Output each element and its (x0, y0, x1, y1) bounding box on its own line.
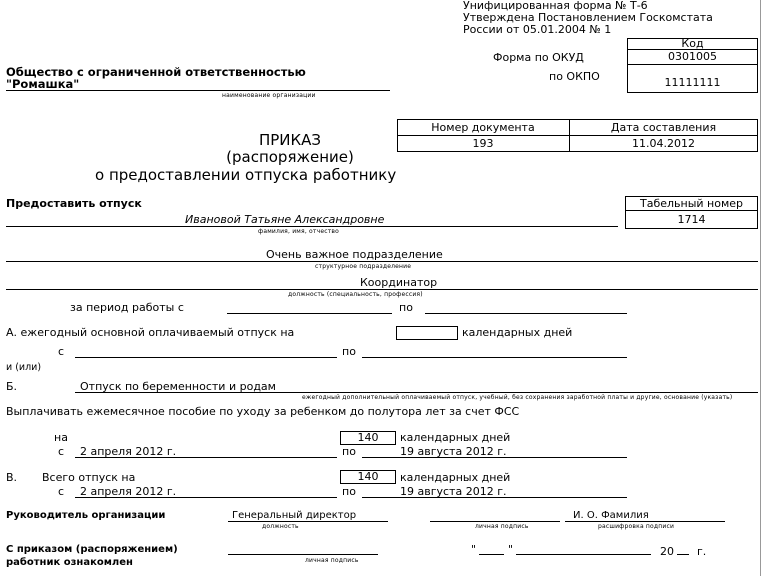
benefit-text: Выплачивать ежемесячное пособие по уходу за ребенком до полутора лет за счет ФСС (6, 405, 520, 418)
employee-full-name: Ивановой Татьяне Александровне (185, 213, 385, 226)
section-b-from-label: с (58, 445, 65, 458)
document-title (140, 132, 440, 166)
document-number-value: 193 (472, 137, 494, 150)
ack-date-quote-open: " (471, 543, 477, 556)
department-underline (6, 261, 758, 262)
document-number-header: Номер документа (431, 121, 535, 134)
section-b-caption: ежегодный дополнительный оплачиваемый отпуск, учебный, без сохранения заработной платы и другие, основание (указать) (302, 394, 733, 401)
section-b-value: Отпуск по беременности и родам (80, 380, 276, 393)
ack-day-line[interactable] (479, 554, 504, 555)
ack-date-quote-close: " (508, 543, 514, 556)
ack-line2: работник ознакомлен (6, 557, 133, 568)
approved-by-label: Утверждена Постановлением Госкомстата (463, 11, 713, 24)
title-line1: ПРИКАЗ (258, 131, 322, 149)
grant-leave-label: Предоставить отпуск (6, 197, 142, 210)
form-header-block (463, 0, 713, 36)
approved-date-label: России от 05.01.2004 № 1 (463, 23, 612, 36)
section-a-days-box[interactable] (396, 326, 458, 340)
ack-line1: С приказом (распоряжением) (6, 544, 178, 555)
section-v-days-label: календарных дней (400, 471, 511, 484)
page-right-border (760, 0, 761, 576)
section-v-from-label: с (58, 485, 65, 498)
full-name-underline (6, 226, 618, 227)
okud-value: 0301005 (668, 50, 717, 63)
department-caption: структурное подразделение (315, 263, 412, 270)
section-v-total-label: Всего отпуск на (42, 471, 136, 484)
section-b-on-label: на (54, 431, 68, 444)
section-v-to-line (362, 497, 627, 498)
head-label: Руководитель организации (6, 510, 166, 521)
ack-signature-line[interactable] (228, 554, 378, 555)
section-a-label: А. ежегодный основной оплачиваемый отпуск на (6, 326, 295, 339)
okpo-label: по ОКПО (549, 70, 600, 83)
section-a-days-label: календарных дней (462, 326, 573, 339)
work-period-label: за период работы с (70, 301, 184, 314)
head-signature-line[interactable] (430, 521, 560, 522)
head-signature-caption: личная подпись (475, 523, 529, 530)
section-b-from-line (75, 457, 337, 458)
section-a-from-label: с (58, 345, 65, 358)
section-v-days-value: 140 (357, 470, 379, 483)
section-b-days-label: календарных дней (400, 431, 511, 444)
document-table-divider (397, 135, 758, 136)
section-a-from-line[interactable] (75, 357, 337, 358)
and-or-label: и (или) (6, 362, 42, 373)
ack-year-prefix: 20 (660, 545, 674, 558)
section-v-to-value: 19 августа 2012 г. (400, 485, 507, 498)
section-v-label: В. (6, 471, 18, 484)
department-value: Очень важное подразделение (266, 248, 443, 261)
ack-year-suffix: г. (697, 545, 707, 558)
section-v-from-line (75, 497, 337, 498)
head-name-line (565, 521, 725, 522)
section-b-days-value: 140 (357, 431, 379, 444)
organization-underline (6, 90, 390, 91)
title-line3: о предоставлении отпуска работнику (95, 166, 397, 184)
position-caption: должность (специальность, профессия) (288, 291, 423, 298)
work-period-to-label: по (399, 301, 413, 314)
work-period-to-line[interactable] (425, 313, 627, 314)
section-b-to-label: по (342, 445, 356, 458)
section-b-to-line (362, 457, 627, 458)
section-a-to-line[interactable] (362, 357, 627, 358)
head-name-caption: расшифровка подписи (598, 523, 675, 530)
full-name-caption: фамилия, имя, отчество (258, 228, 340, 235)
organization-caption: наименование организации (222, 92, 316, 99)
work-period-from-line[interactable] (227, 313, 392, 314)
ack-signature-caption: личная подпись (305, 557, 359, 564)
section-b-underline (75, 392, 758, 393)
title-line2: (распоряжение) (226, 148, 354, 166)
head-position-caption: должность (262, 523, 299, 530)
organization-line1: Общество с ограниченной ответственностью (6, 65, 306, 79)
ack-year-line[interactable] (677, 554, 689, 555)
document-date-header: Дата составления (610, 121, 717, 134)
section-a-to-label: по (342, 345, 356, 358)
okud-label: Форма по ОКУД (493, 51, 584, 64)
position-value: Координатор (360, 276, 438, 289)
position-underline (6, 289, 758, 290)
okpo-value: 11111111 (664, 76, 721, 89)
head-name: И. О. Фамилия (573, 510, 649, 521)
head-position-line (228, 521, 388, 522)
unified-form-label: Унифицированная форма № Т-6 (463, 0, 648, 12)
codes-divider-2 (627, 64, 758, 65)
code-header: Код (681, 37, 704, 50)
document-date-value: 11.04.2012 (632, 137, 695, 150)
tab-number-header: Табельный номер (639, 197, 744, 210)
section-b-from-value: 2 апреля 2012 г. (80, 445, 177, 458)
section-v-to-label: по (342, 485, 356, 498)
ack-month-line[interactable] (516, 554, 651, 555)
organization-line2: "Ромашка" (6, 77, 80, 91)
section-b-label: Б. (6, 380, 18, 393)
section-v-from-value: 2 апреля 2012 г. (80, 485, 177, 498)
tab-number-value: 1714 (677, 213, 706, 226)
section-b-to-value: 19 августа 2012 г. (400, 445, 507, 458)
head-position: Генеральный директор (232, 510, 357, 521)
